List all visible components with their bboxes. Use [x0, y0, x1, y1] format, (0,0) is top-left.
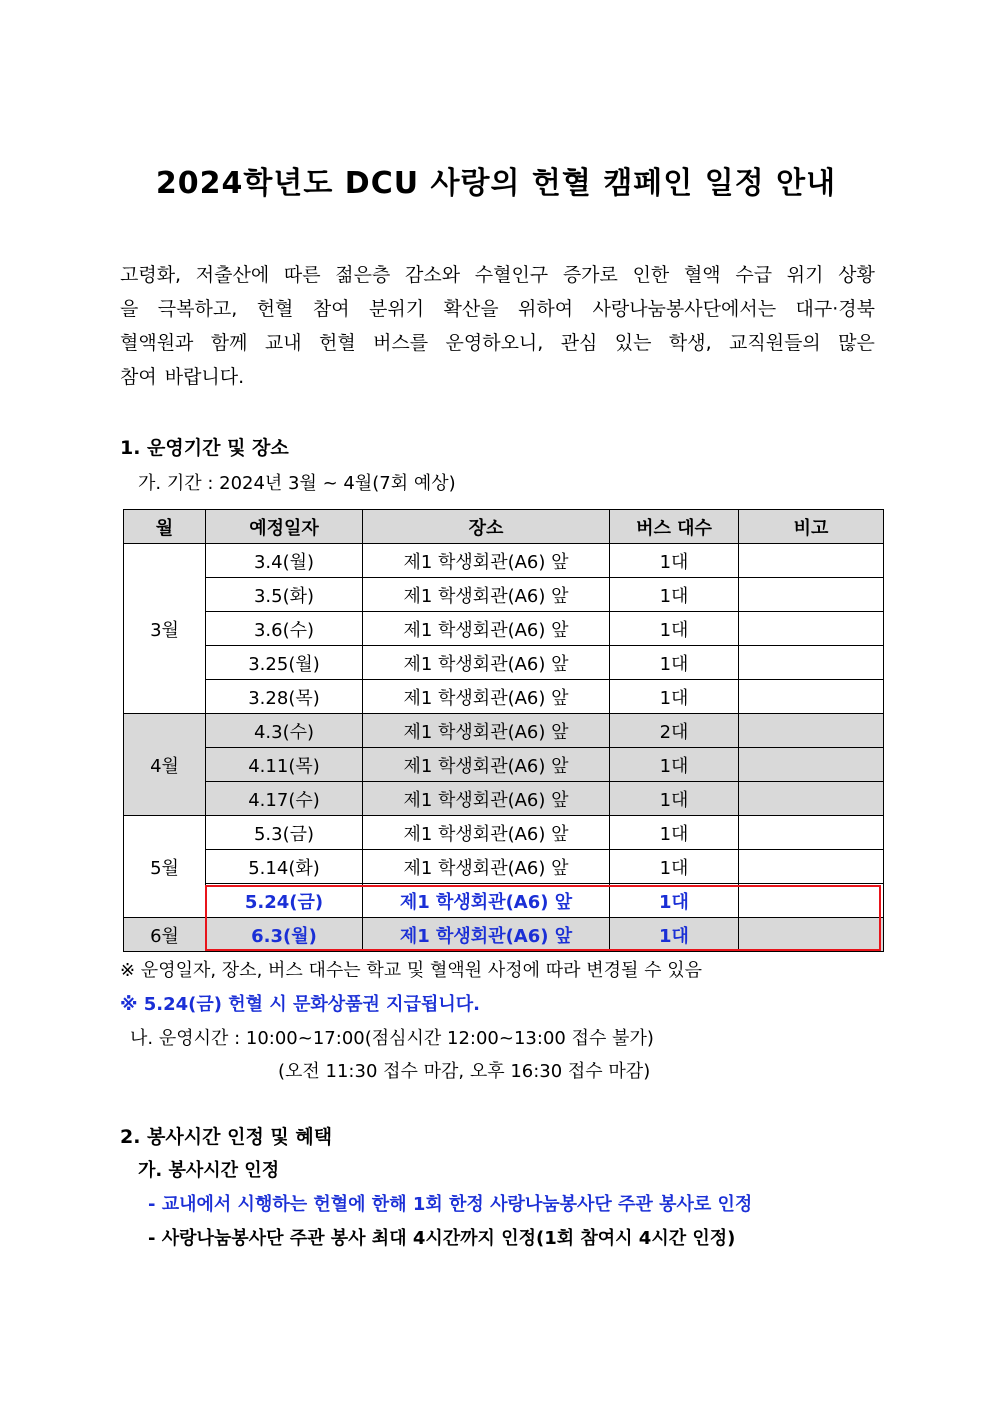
note-cell	[739, 918, 884, 952]
date-cell: 5.14(화)	[206, 850, 363, 884]
intro-word: 젊은층	[335, 264, 391, 286]
place-cell: 제1 학생회관(A6) 앞	[363, 816, 610, 850]
intro-word: 참여	[312, 298, 350, 320]
date-cell: 4.17(수)	[206, 782, 363, 816]
note-cell	[739, 578, 884, 612]
intro-word: 을	[120, 298, 139, 320]
intro-word: 확산을	[443, 298, 499, 320]
period-text: 가. 기간 : 2024년 3월 ~ 4월(7회 예상)	[138, 473, 456, 494]
intro-line	[120, 258, 875, 292]
benefit-bullet-1: - 교내에서 시행하는 헌혈에 한해 1회 한정 사랑나눔봉사단 주관 봉사로 인정	[148, 1194, 753, 1215]
bus-cell: 1대	[610, 884, 739, 918]
intro-word: 상황	[838, 264, 875, 286]
date-cell: 3.6(수)	[206, 612, 363, 646]
section2-heading: 2. 봉사시간 인정 및 혜택	[120, 1126, 333, 1148]
header-note: 비고	[739, 510, 884, 544]
intro-line	[120, 292, 875, 326]
bus-cell: 1대	[610, 612, 739, 646]
bus-cell: 1대	[610, 578, 739, 612]
date-cell: 6.3(월)	[206, 918, 363, 952]
header-month: 월	[124, 510, 206, 544]
gift-notice: ※ 5.24(금) 헌혈 시 문화상품권 지급됩니다.	[120, 994, 480, 1015]
intro-word: 헌혈	[256, 298, 294, 320]
bus-cell: 1대	[610, 680, 739, 714]
intro-word: 학생,	[668, 332, 712, 354]
bus-cell: 1대	[610, 544, 739, 578]
intro-word: 교직원들의	[729, 332, 821, 354]
note-cell	[739, 714, 884, 748]
place-cell: 제1 학생회관(A6) 앞	[363, 680, 610, 714]
intro-word: 수급	[735, 264, 773, 286]
bus-cell: 1대	[610, 782, 739, 816]
table-row	[124, 816, 884, 850]
table-row	[124, 612, 884, 646]
date-cell: 3.25(월)	[206, 646, 363, 680]
place-cell: 제1 학생회관(A6) 앞	[363, 646, 610, 680]
intro-word: 혈액	[683, 264, 721, 286]
date-cell: 5.3(금)	[206, 816, 363, 850]
bus-cell: 1대	[610, 816, 739, 850]
intro-word: 수혈인구	[474, 264, 549, 286]
page-title: 2024학년도 DCU 사랑의 헌혈 캠페인 일정 안내	[155, 166, 837, 201]
intro-word: 사랑나눔봉사단에서는	[592, 298, 777, 320]
note-cell	[739, 612, 884, 646]
schedule-table	[123, 509, 884, 952]
intro-word: 함께	[210, 332, 248, 354]
header-bus: 버스 대수	[610, 510, 739, 544]
bus-cell: 1대	[610, 850, 739, 884]
intro-word: 교내	[264, 332, 302, 354]
table-row	[124, 714, 884, 748]
intro-line	[120, 326, 875, 360]
month-cell: 5월	[124, 816, 206, 918]
intro-word: 많은	[838, 332, 875, 354]
header-place: 장소	[363, 510, 610, 544]
hours-text: 나. 운영시간 : 10:00~17:00(점심시간 12:00~13:00 접수 불가)	[130, 1028, 654, 1049]
place-cell: 제1 학생회관(A6) 앞	[363, 748, 610, 782]
table-header-row	[124, 510, 884, 544]
place-cell: 제1 학생회관(A6) 앞	[363, 578, 610, 612]
intro-word: 참여	[120, 366, 157, 388]
place-cell: 제1 학생회관(A6) 앞	[363, 918, 610, 952]
intro-word: 인한	[632, 264, 670, 286]
intro-word: 위하여	[518, 298, 574, 320]
table-row	[124, 748, 884, 782]
intro-word: 증가로	[562, 264, 618, 286]
date-cell: 3.28(목)	[206, 680, 363, 714]
intro-word: 위기	[786, 264, 824, 286]
place-cell: 제1 학생회관(A6) 앞	[363, 544, 610, 578]
place-cell: 제1 학생회관(A6) 앞	[363, 850, 610, 884]
header-date: 예정일자	[206, 510, 363, 544]
table-row	[124, 578, 884, 612]
date-cell: 4.3(수)	[206, 714, 363, 748]
date-cell: 5.24(금)	[206, 884, 363, 918]
note-cell	[739, 748, 884, 782]
table-row	[124, 680, 884, 714]
hours-sub-text: (오전 11:30 접수 마감, 오후 16:30 접수 마감)	[278, 1061, 651, 1082]
note-cell	[739, 544, 884, 578]
bus-cell: 2대	[610, 714, 739, 748]
intro-word: 고령화,	[120, 264, 182, 286]
intro-word: 관심	[560, 332, 598, 354]
month-cell: 4월	[124, 714, 206, 816]
intro-word: 있는	[614, 332, 652, 354]
intro-word: 분위기	[369, 298, 425, 320]
benefit-bullet-2: - 사랑나눔봉사단 주관 봉사 최대 4시간까지 인정(1회 참여시 4시간 인정)	[148, 1228, 736, 1249]
note-cell	[739, 816, 884, 850]
intro-word: 운영하오니,	[445, 332, 544, 354]
place-cell: 제1 학생회관(A6) 앞	[363, 884, 610, 918]
bus-cell: 1대	[610, 646, 739, 680]
intro-word: 저출산에	[195, 264, 270, 286]
note-cell	[739, 680, 884, 714]
table-row	[124, 646, 884, 680]
note-cell	[739, 782, 884, 816]
place-cell: 제1 학생회관(A6) 앞	[363, 612, 610, 646]
intro-word: 헌혈	[318, 332, 356, 354]
table-row	[124, 850, 884, 884]
table-row	[124, 918, 884, 952]
section2-subheading: 가. 봉사시간 인정	[138, 1160, 280, 1181]
intro-word: 극복하고,	[157, 298, 238, 320]
table-row	[124, 544, 884, 578]
intro-word: 따른	[283, 264, 321, 286]
place-cell: 제1 학생회관(A6) 앞	[363, 782, 610, 816]
intro-word: 혈액원과	[120, 332, 194, 354]
intro-line	[120, 360, 875, 394]
month-cell: 3월	[124, 544, 206, 714]
bus-cell: 1대	[610, 918, 739, 952]
note-cell	[739, 884, 884, 918]
intro-word: 대구·경북	[795, 298, 875, 320]
intro-word: 바랍니다.	[164, 366, 245, 388]
month-cell: 6월	[124, 918, 206, 952]
date-cell: 4.11(목)	[206, 748, 363, 782]
intro-word: 버스를	[373, 332, 429, 354]
change-notice: ※ 운영일자, 장소, 버스 대수는 학교 및 혈액원 사정에 따라 변경될 수 있음	[120, 960, 703, 981]
intro-word: 감소와	[405, 264, 461, 286]
bus-cell: 1대	[610, 748, 739, 782]
intro-paragraph	[120, 258, 875, 394]
note-cell	[739, 850, 884, 884]
table-row	[124, 782, 884, 816]
date-cell: 3.5(화)	[206, 578, 363, 612]
section1-heading: 1. 운영기간 및 장소	[120, 437, 289, 459]
note-cell	[739, 646, 884, 680]
date-cell: 3.4(월)	[206, 544, 363, 578]
place-cell: 제1 학생회관(A6) 앞	[363, 714, 610, 748]
table-row	[124, 884, 884, 918]
